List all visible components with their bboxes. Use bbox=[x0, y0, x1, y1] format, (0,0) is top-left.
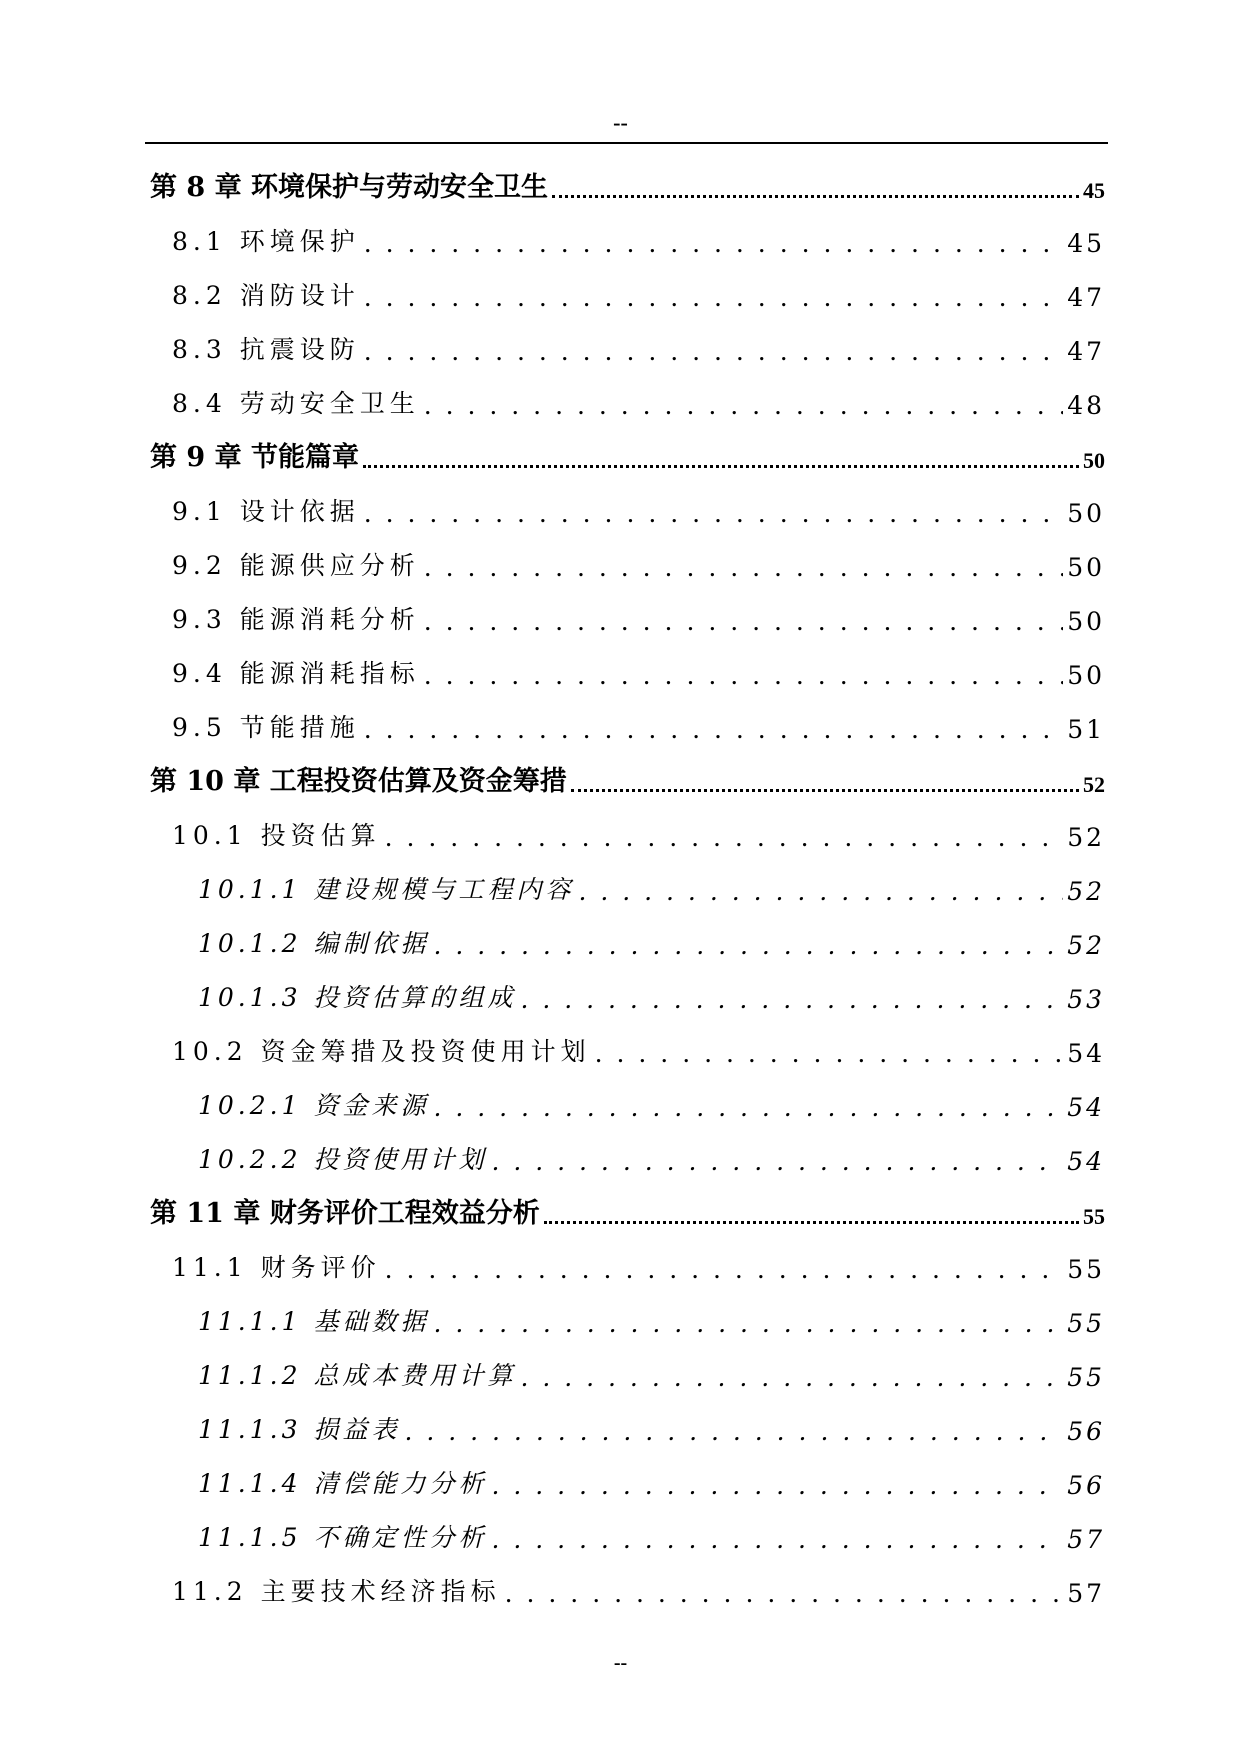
dot-leader bbox=[424, 661, 1063, 690]
toc-section-entry[interactable] bbox=[150, 1506, 1105, 1560]
toc-entry-page-number: 50 bbox=[1083, 448, 1105, 473]
toc-entry-page-number: 54 bbox=[1067, 1039, 1105, 1068]
toc-entry-page-number: 54 bbox=[1067, 1093, 1105, 1122]
toc-entry-label: 11.1.3 损益表 bbox=[198, 1415, 401, 1444]
toc-section-entry[interactable] bbox=[150, 1290, 1105, 1344]
toc-section-entry[interactable] bbox=[150, 318, 1105, 372]
toc-entry-page-number: 52 bbox=[1067, 931, 1105, 960]
toc-chapter-entry[interactable] bbox=[150, 156, 1105, 210]
toc-entry-page-number: 47 bbox=[1067, 283, 1105, 312]
dot-leader bbox=[363, 465, 1079, 468]
toc-entry-page-number: 50 bbox=[1067, 553, 1105, 582]
toc-entry-page-number: 52 bbox=[1083, 772, 1105, 797]
toc-entry-page-number: 50 bbox=[1067, 661, 1105, 690]
toc-entry-label: 11.1.4 清偿能力分析 bbox=[198, 1469, 488, 1498]
toc-section-entry[interactable] bbox=[150, 372, 1105, 426]
toc-entry-page-number: 57 bbox=[1067, 1579, 1105, 1608]
dot-leader bbox=[424, 391, 1063, 420]
toc-entry-page-number: 56 bbox=[1067, 1471, 1105, 1500]
dot-leader bbox=[364, 283, 1063, 312]
toc-entry-label: 10.1.2 编制依据 bbox=[198, 929, 430, 958]
toc-entry-label: 8.2 消防设计 bbox=[172, 281, 360, 310]
toc-entry-page-number: 51 bbox=[1067, 715, 1105, 744]
toc-entry-label: 11.1.1 基础数据 bbox=[198, 1307, 430, 1336]
toc-section-entry[interactable] bbox=[150, 696, 1105, 750]
dot-leader bbox=[404, 1417, 1063, 1446]
toc-chapter-entry[interactable] bbox=[150, 426, 1105, 480]
page-header-mark: -- bbox=[613, 110, 628, 135]
toc-entry-page-number: 52 bbox=[1067, 877, 1105, 906]
toc-entry-label: 10.1.1 建设规模与工程内容 bbox=[198, 875, 575, 904]
toc-entry-label: 10.1.3 投资估算的组成 bbox=[198, 983, 517, 1012]
toc-entry-label: 8.4 劳动安全卫生 bbox=[172, 389, 420, 418]
toc-entry-label: 10.2.1 资金来源 bbox=[198, 1091, 430, 1120]
toc-entry-label: 8.1 环境保护 bbox=[172, 227, 360, 256]
dot-leader bbox=[424, 607, 1063, 636]
toc-entry-page-number: 55 bbox=[1083, 1204, 1105, 1229]
toc-section-entry[interactable] bbox=[150, 912, 1105, 966]
dot-leader bbox=[491, 1525, 1063, 1554]
toc-section-entry[interactable] bbox=[150, 480, 1105, 534]
toc-entry-page-number: 52 bbox=[1067, 823, 1105, 852]
table-of-contents bbox=[150, 156, 1105, 1614]
toc-entry-label: 9.4 能源消耗指标 bbox=[172, 659, 420, 688]
toc-entry-page-number: 57 bbox=[1067, 1525, 1105, 1554]
toc-section-entry[interactable] bbox=[150, 1128, 1105, 1182]
dot-leader bbox=[385, 1255, 1064, 1284]
toc-entry-page-number: 47 bbox=[1067, 337, 1105, 366]
toc-entry-label: 11.2 主要技术经济指标 bbox=[172, 1577, 501, 1606]
toc-entry-page-number: 55 bbox=[1067, 1363, 1105, 1392]
dot-leader bbox=[491, 1147, 1063, 1176]
dot-leader bbox=[364, 715, 1063, 744]
toc-entry-label: 9.3 能源消耗分析 bbox=[172, 605, 420, 634]
dot-leader bbox=[544, 1221, 1079, 1224]
dot-leader bbox=[433, 931, 1063, 960]
toc-entry-page-number: 50 bbox=[1067, 607, 1105, 636]
toc-entry-label: 8.3 抗震设防 bbox=[172, 335, 360, 364]
dot-leader bbox=[505, 1579, 1064, 1608]
toc-entry-label: 10.1 投资估算 bbox=[172, 821, 381, 850]
toc-entry-label: 第 9 章 节能篇章 bbox=[150, 442, 359, 473]
toc-entry-page-number: 55 bbox=[1067, 1309, 1105, 1338]
dot-leader bbox=[578, 877, 1063, 906]
page-footer-mark: -- bbox=[613, 1652, 628, 1674]
dot-leader bbox=[364, 337, 1063, 366]
toc-section-entry[interactable] bbox=[150, 588, 1105, 642]
header-rule bbox=[145, 142, 1108, 144]
dot-leader bbox=[520, 1363, 1063, 1392]
toc-section-entry[interactable] bbox=[150, 1452, 1105, 1506]
dot-leader bbox=[520, 985, 1063, 1014]
dot-leader bbox=[491, 1471, 1063, 1500]
toc-entry-page-number: 50 bbox=[1067, 499, 1105, 528]
toc-section-entry[interactable] bbox=[150, 1560, 1105, 1614]
toc-entry-page-number: 55 bbox=[1067, 1255, 1105, 1284]
dot-leader bbox=[595, 1039, 1064, 1068]
toc-chapter-entry[interactable] bbox=[150, 750, 1105, 804]
toc-entry-label: 9.1 设计依据 bbox=[172, 497, 360, 526]
toc-section-entry[interactable] bbox=[150, 1236, 1105, 1290]
toc-entry-label: 10.2.2 投资使用计划 bbox=[198, 1145, 488, 1174]
toc-section-entry[interactable] bbox=[150, 1020, 1105, 1074]
toc-section-entry[interactable] bbox=[150, 804, 1105, 858]
dot-leader bbox=[424, 553, 1063, 582]
toc-section-entry[interactable] bbox=[150, 966, 1105, 1020]
toc-entry-page-number: 53 bbox=[1067, 985, 1105, 1014]
toc-entry-label: 11.1.5 不确定性分析 bbox=[198, 1523, 488, 1552]
dot-leader bbox=[571, 789, 1079, 792]
toc-chapter-entry[interactable] bbox=[150, 1182, 1105, 1236]
toc-section-entry[interactable] bbox=[150, 1344, 1105, 1398]
toc-entry-label: 9.2 能源供应分析 bbox=[172, 551, 420, 580]
toc-entry-page-number: 48 bbox=[1067, 391, 1105, 420]
toc-entry-label: 11.1.2 总成本费用计算 bbox=[198, 1361, 517, 1390]
toc-entry-label: 第 11 章 财务评价工程效益分析 bbox=[150, 1198, 540, 1229]
dot-leader bbox=[433, 1093, 1063, 1122]
toc-entry-page-number: 56 bbox=[1067, 1417, 1105, 1446]
toc-entry-page-number: 45 bbox=[1067, 229, 1105, 258]
toc-section-entry[interactable] bbox=[150, 264, 1105, 318]
dot-leader bbox=[385, 823, 1064, 852]
toc-entry-label: 11.1 财务评价 bbox=[172, 1253, 381, 1282]
toc-entry-page-number: 45 bbox=[1083, 178, 1105, 203]
dot-leader bbox=[552, 195, 1079, 198]
toc-section-entry[interactable] bbox=[150, 858, 1105, 912]
toc-section-entry[interactable] bbox=[150, 1398, 1105, 1452]
toc-entry-page-number: 54 bbox=[1067, 1147, 1105, 1176]
toc-section-entry[interactable] bbox=[150, 534, 1105, 588]
toc-section-entry[interactable] bbox=[150, 210, 1105, 264]
toc-section-entry[interactable] bbox=[150, 1074, 1105, 1128]
toc-entry-label: 第 10 章 工程投资估算及资金筹措 bbox=[150, 766, 567, 797]
dot-leader bbox=[433, 1309, 1063, 1338]
toc-section-entry[interactable] bbox=[150, 642, 1105, 696]
toc-entry-label: 9.5 节能措施 bbox=[172, 713, 360, 742]
dot-leader bbox=[364, 229, 1063, 258]
toc-entry-label: 第 8 章 环境保护与劳动安全卫生 bbox=[150, 172, 548, 203]
dot-leader bbox=[364, 499, 1063, 528]
toc-entry-label: 10.2 资金筹措及投资使用计划 bbox=[172, 1037, 591, 1066]
